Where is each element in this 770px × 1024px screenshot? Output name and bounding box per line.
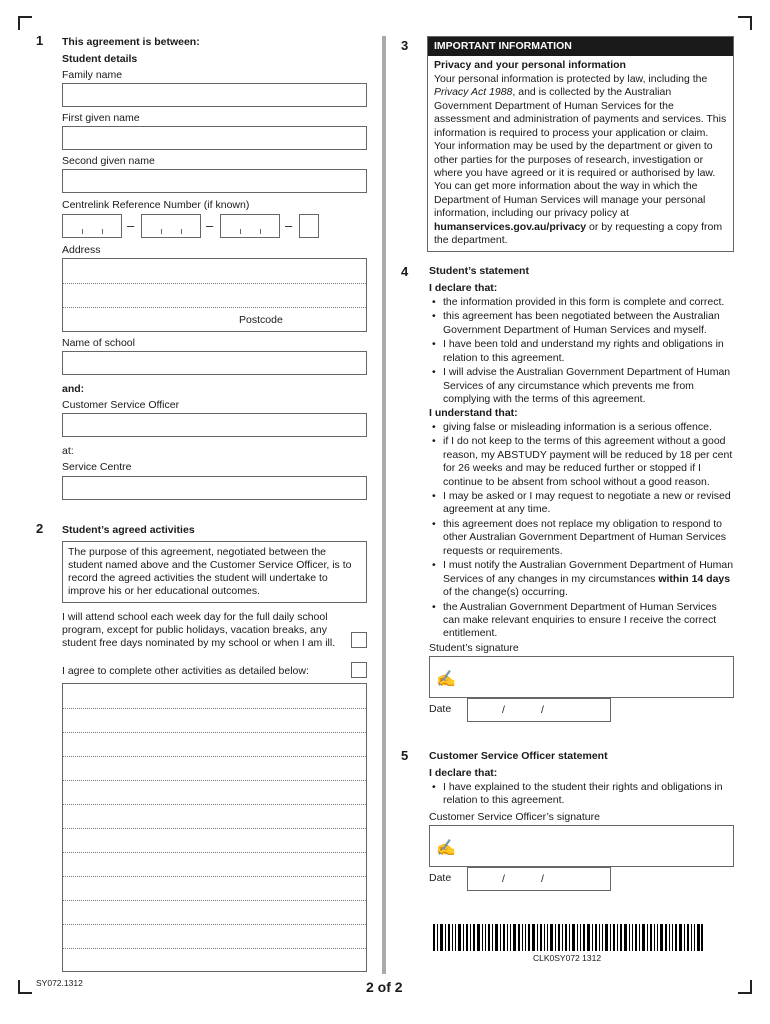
section-5-heading: Customer Service Officer statement [429, 750, 608, 762]
column-divider [382, 36, 386, 974]
form-code: SY072.1312 [36, 978, 83, 988]
address-field[interactable] [62, 258, 367, 332]
family-name-label: Family name [62, 69, 123, 81]
declare-heading: I declare that: [429, 282, 498, 295]
second-given-name-label: Second given name [62, 155, 155, 167]
list-item: • I have explained to the student their rights and obligations in relation to this agreement. [429, 781, 735, 808]
crn-field-3[interactable] [220, 214, 280, 238]
purpose-text: The purpose of this agreement, negotiated between the student named above and the Customer Service Officer, is to record the agreed activities the student will undertake to improve his or her educational outcomes. [68, 546, 352, 598]
attend-checkbox[interactable] [351, 632, 367, 648]
agree-checkbox[interactable] [351, 662, 367, 678]
section-5-number: 5 [401, 748, 409, 763]
crn-field-4[interactable] [299, 214, 319, 238]
crn-dash-1: – [127, 218, 135, 233]
important-info-box [427, 36, 734, 252]
understand-heading: I understand that: [429, 407, 518, 420]
student-date-field[interactable]: / / [467, 698, 611, 722]
cso-field[interactable] [62, 413, 367, 437]
section-4-heading: Student’s statement [429, 265, 529, 277]
list-item: • this agreement does not replace my obligation to respond to other Australian Government Department of Human Services requests or requirements. [429, 518, 735, 558]
second-given-name-field[interactable] [62, 169, 367, 193]
list-item: • I will advise the Australian Government Department of Human Services of any circumstance which prevents me from complying with the terms of this agreement. [429, 366, 735, 406]
address-label: Address [62, 244, 101, 256]
crn-dash-2: – [206, 218, 214, 233]
list-item: • giving false or misleading information is a serious offence. [429, 421, 735, 434]
list-item: • I may be asked or I may request to negotiate a new or revised agreement at any time. [429, 490, 735, 517]
signature-pen-icon: ✍ [436, 671, 456, 688]
first-given-name-label: First given name [62, 112, 140, 124]
section-1-number: 1 [36, 33, 44, 48]
student-signature-field[interactable] [429, 656, 734, 698]
crn-label: Centrelink Reference Number (if known) [62, 199, 250, 211]
list-item: • I must notify the Australian Government Department of Human Services of any changes in my circumstances within 14 days of the change(s) occurring. [429, 559, 735, 599]
crn-field-2[interactable] [141, 214, 201, 238]
list-item: • the Australian Government Department of Human Services can make relevant enquiries to ensure I receive the correct entitlement. [429, 601, 735, 641]
section-3-number: 3 [401, 38, 409, 53]
service-centre-field[interactable] [62, 476, 367, 500]
cso-declare-list [429, 781, 735, 809]
at-label: at: [62, 445, 74, 457]
important-info-heading: IMPORTANT INFORMATION [428, 37, 733, 56]
barcode [433, 924, 703, 951]
privacy-text: Your personal information is protected by law, including the Privacy Act 1988, and is collected by the Australian Government Department of Human Services for the assessment and administration of payments and services. This information is required to process your application or claim. Your information may be used by the department or given to other parties for the purposes of research, investigation or where you have agreed or it is required or authorised by law. You can get more information about the way in which the Department of Human Services will manage your personal information, including our privacy policy at humanservices.gov.au/privacy or by requesting a copy from the department. [434, 72, 727, 247]
and-label: and: [62, 383, 85, 395]
declare-list [429, 296, 735, 407]
cso-label: Customer Service Officer [62, 399, 180, 411]
cso-declare-heading: I declare that: [429, 767, 498, 779]
section-4-number: 4 [401, 264, 409, 279]
privacy-subheading: Privacy and your personal information [434, 59, 626, 72]
crop-mark-top-right [738, 16, 752, 30]
first-given-name-field[interactable] [62, 126, 367, 150]
list-item: • the information provided in this form is complete and correct. [429, 296, 735, 309]
agree-statement: I agree to complete other activities as detailed below: [62, 665, 309, 677]
crn-dash-3: – [285, 218, 293, 233]
student-signature-label: Student’s signature [429, 642, 519, 654]
student-statement [429, 265, 735, 642]
postcode-label: Postcode [239, 314, 283, 326]
list-item: • I have been told and understand my rights and obligations in relation to this agreement. [429, 338, 735, 365]
crop-mark-bottom-right [738, 980, 752, 994]
section-2-heading: Student’s agreed activities [62, 524, 195, 536]
crn-field-1[interactable] [62, 214, 122, 238]
school-name-field[interactable] [62, 351, 367, 375]
understand-list [429, 421, 735, 641]
purpose-box [62, 541, 367, 603]
crop-mark-bottom-left [18, 980, 32, 994]
cso-date-label: Date [429, 872, 452, 884]
section-2-number: 2 [36, 521, 44, 536]
signature-pen-icon: ✍ [436, 840, 456, 857]
page-number: 2 of 2 [366, 979, 403, 995]
student-date-label: Date [429, 703, 452, 715]
family-name-field[interactable] [62, 83, 367, 107]
cso-signature-field[interactable] [429, 825, 734, 867]
student-details-heading: Student details [62, 53, 138, 65]
list-item: • this agreement has been negotiated between the Australian Government Department of Human Services and myself. [429, 310, 735, 337]
privacy-url: humanservices.gov.au/privacy [434, 220, 587, 233]
attend-statement: I will attend school each week day for the full daily school program, except for public holidays, vacation breaks, any student free days nominated by my school or when I am ill. [62, 611, 336, 650]
section-1-heading: This agreement is between: [62, 36, 200, 48]
school-name-label: Name of school [62, 337, 135, 349]
cso-signature-label: Customer Service Officer’s signature [429, 811, 600, 823]
activities-field[interactable] [62, 683, 367, 972]
cso-date-field[interactable]: / / [467, 867, 611, 891]
list-item: • if I do not keep to the terms of this agreement without a good reason, my ABSTUDY payment will be reduced by 18 per cent for 26 weeks and may be reduced further or stopped if I continue to be absent from school without a good reason. [429, 435, 735, 489]
service-centre-label: Service Centre [62, 461, 132, 473]
barcode-text: CLK0SY072 1312 [533, 953, 602, 963]
crop-mark-top-left [18, 16, 32, 30]
